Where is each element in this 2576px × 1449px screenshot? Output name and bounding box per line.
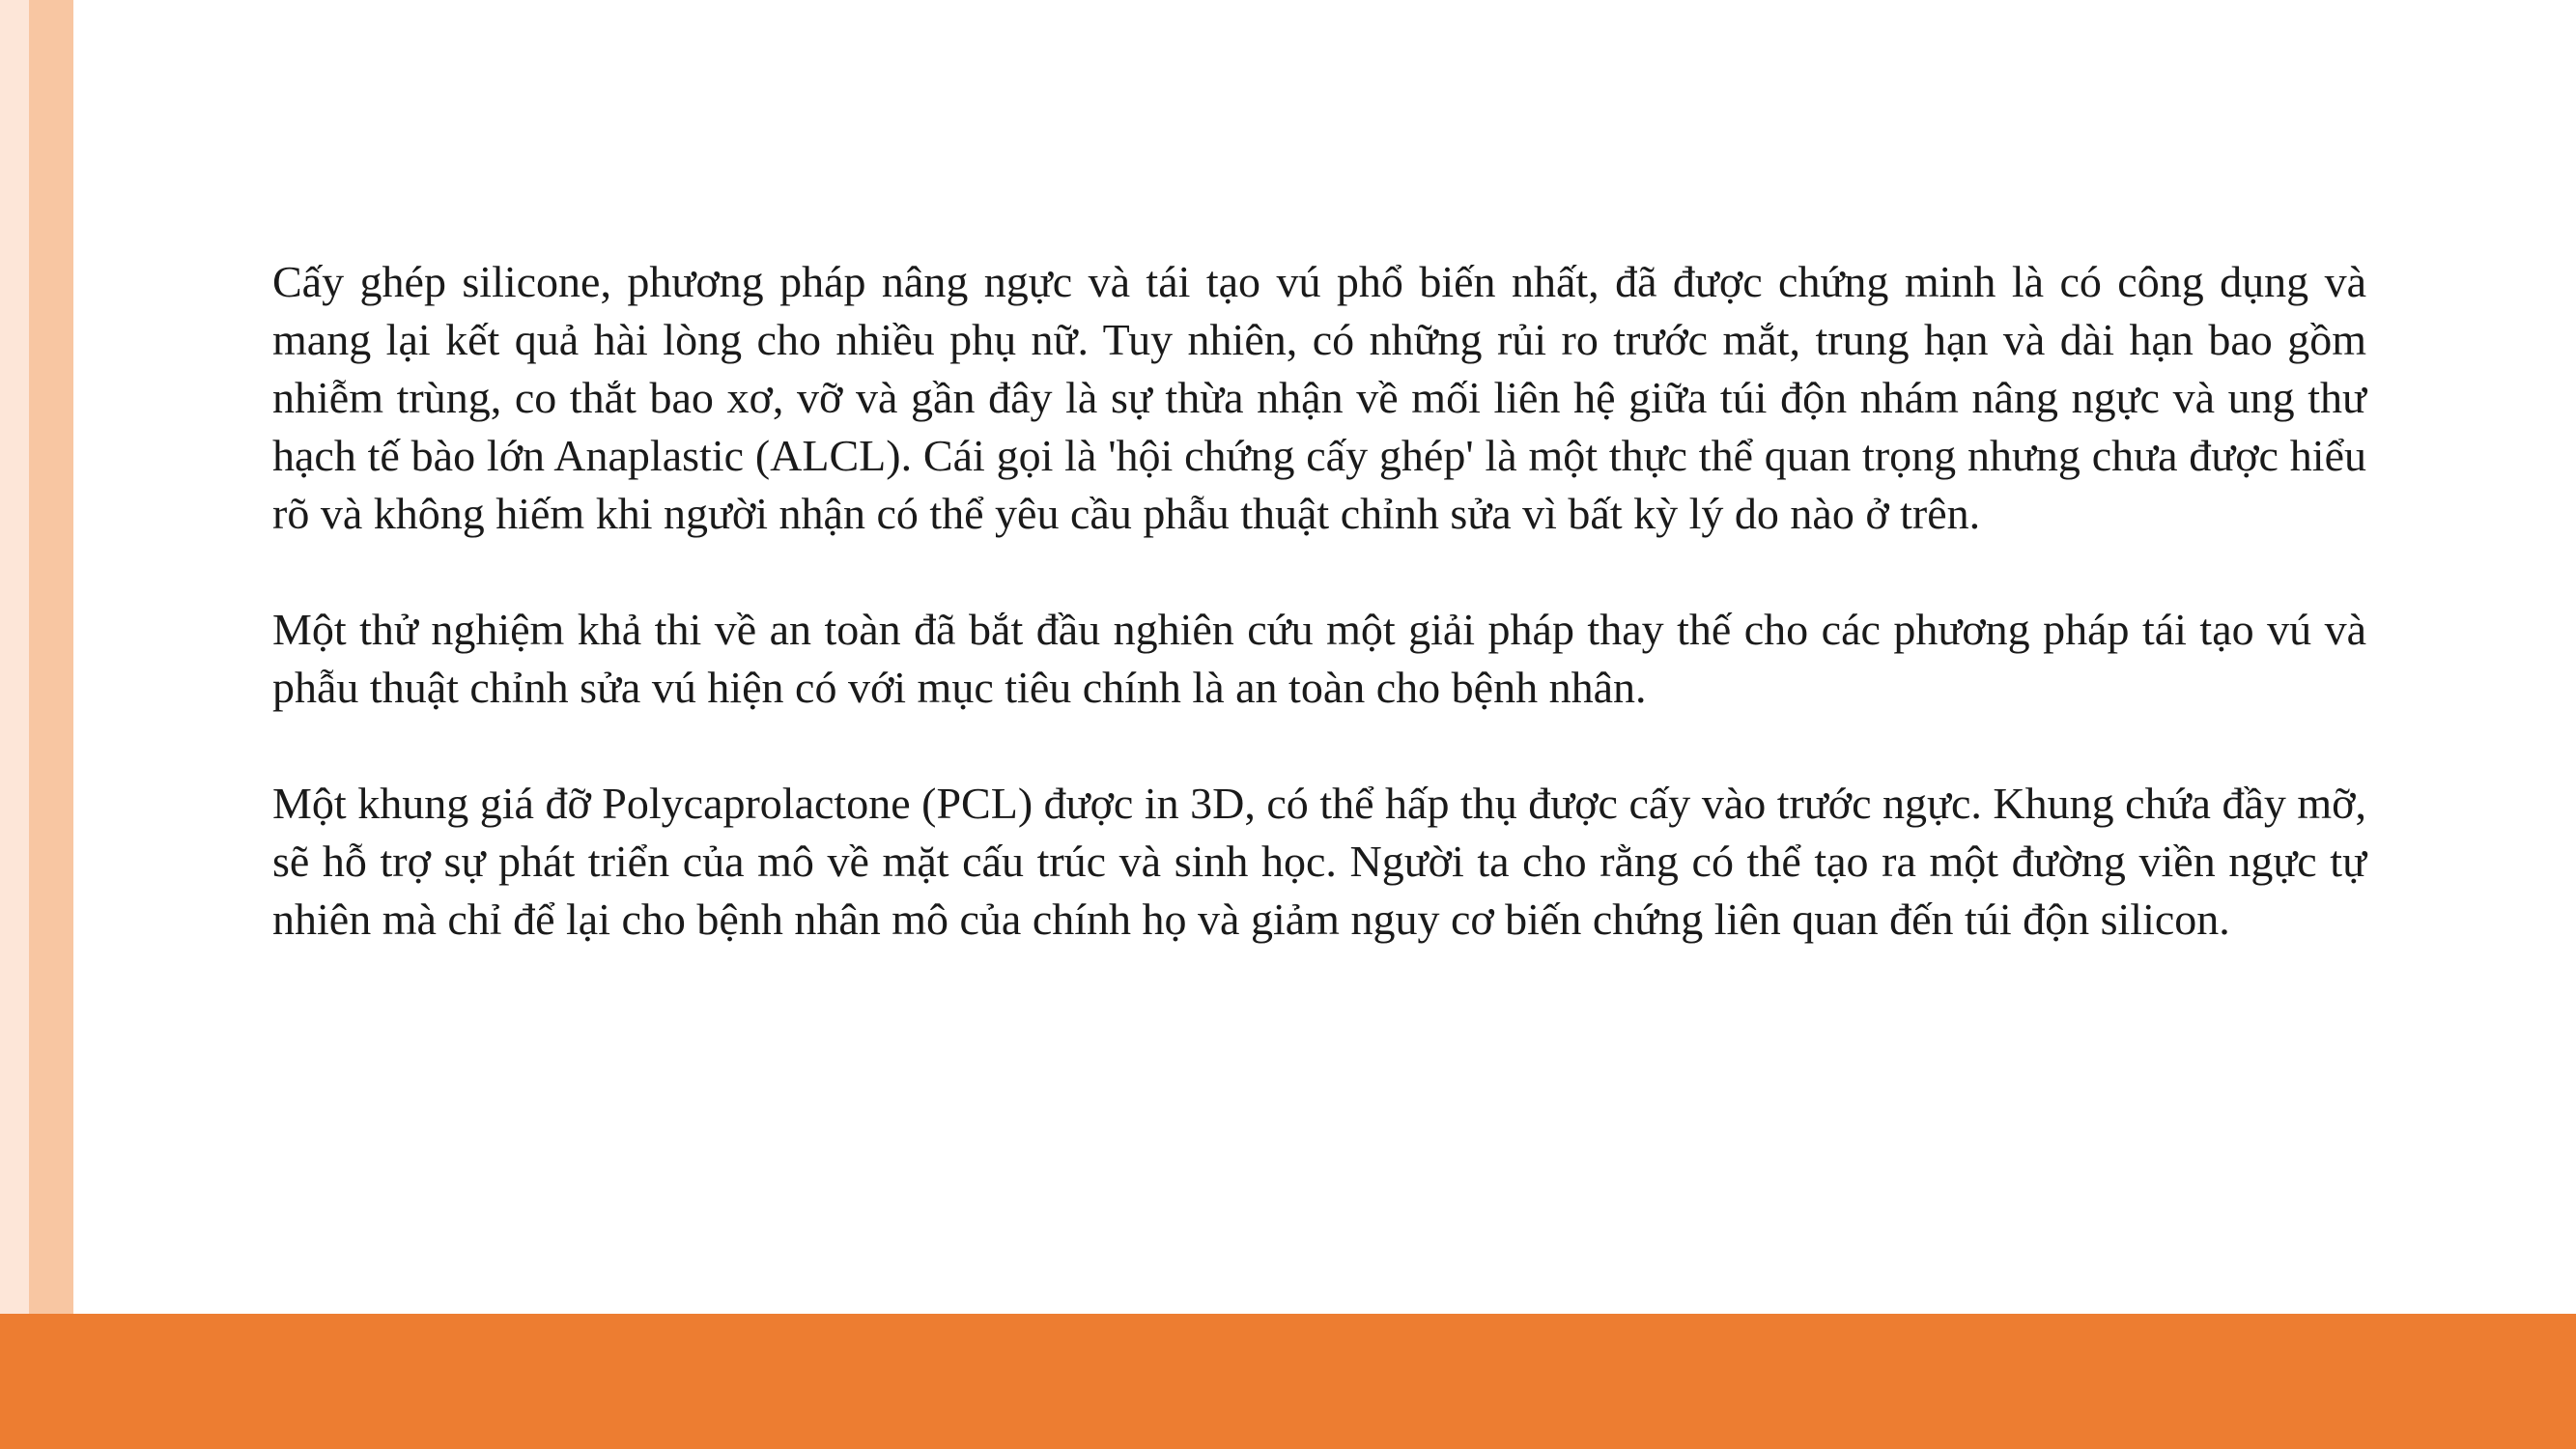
paragraph-pcl-scaffold: Một khung giá đỡ Polycaprolactone (PCL) được in 3D, có thể hấp thụ được cấy vào trước ngực. Khung chứa đầy mỡ, sẽ hỗ trợ sự phát triển của mô về mặt cấu trúc và sinh học. Người ta cho rằng có thể tạo ra một đường viền ngực tự nhiên mà chỉ để lại cho bệnh nhân mô của chính họ và giảm nguy cơ biến chứng liên quan đến túi độn silicon. (272, 779, 2366, 944)
left-accent-stripe-light (0, 0, 29, 1314)
paragraph-feasibility-trial: Một thử nghiệm khả thi về an toàn đã bắt đầu nghiên cứu một giải pháp thay thế cho các phương pháp tái tạo vú và phẫu thuật chỉnh sửa vú hiện có với mục tiêu chính là an toàn cho bệnh nhân. (272, 605, 2366, 712)
bottom-accent-bar (0, 1314, 2576, 1449)
left-accent-stripe (29, 0, 73, 1314)
paragraph-implant-risks: Cấy ghép silicone, phương pháp nâng ngực và tái tạo vú phổ biến nhất, đã được chứng minh là có công dụng và mang lại kết quả hài lòng cho nhiều phụ nữ. Tuy nhiên, có những rủi ro trước mắt, trung hạn và dài hạn bao gồm nhiễm trùng, co thắt bao xơ, vỡ và gần đây là sự thừa nhận về mối liên hệ giữa túi độn nhám nâng ngực và ung thư hạch tế bào lớn Anaplastic (ALCL). Cái gọi là 'hội chứng cấy ghép' là một thực thể quan trọng nhưng chưa được hiểu rõ và không hiếm khi người nhận có thể yêu cầu phẫu thuật chỉnh sửa vì bất kỳ lý do nào ở trên. (272, 257, 2366, 538)
slide-body (272, 253, 2366, 949)
